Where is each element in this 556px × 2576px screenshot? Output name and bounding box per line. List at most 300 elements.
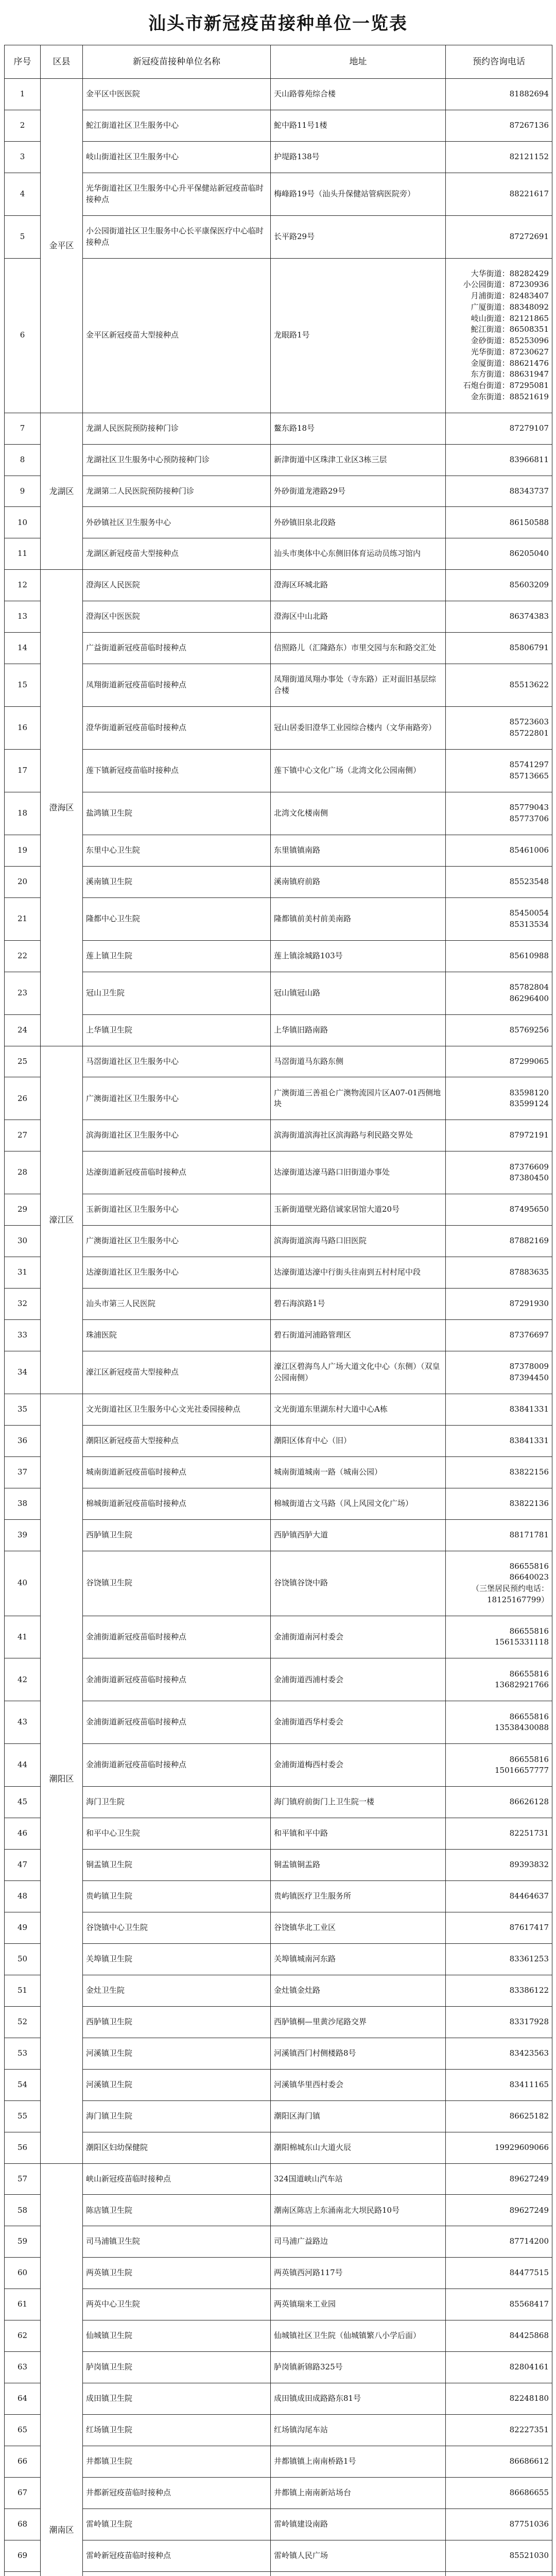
site-name-cell: 棉城街道新冠疫苗临时接种点 bbox=[83, 1488, 271, 1519]
row-index: 11 bbox=[5, 538, 41, 570]
address-cell: 和平镇和平中路 bbox=[271, 1818, 446, 1850]
row-index: 3 bbox=[5, 141, 41, 173]
address-cell: 马滘街道马东路东侧 bbox=[271, 1046, 446, 1077]
table-row bbox=[5, 2509, 552, 2540]
table-row bbox=[5, 173, 552, 215]
phone-line: 86655816 bbox=[509, 1626, 549, 1636]
table-row bbox=[5, 707, 552, 750]
table-row bbox=[5, 1226, 552, 1257]
phone-cell bbox=[446, 633, 552, 664]
address-cell: 两英镇瑞来工业园 bbox=[271, 2289, 446, 2320]
row-index: 35 bbox=[5, 1394, 41, 1425]
phone-line: 83411165 bbox=[509, 2079, 549, 2089]
header-phone: 预约咨询电话 bbox=[446, 45, 552, 79]
table-row bbox=[5, 215, 552, 258]
phone-cell bbox=[446, 601, 552, 633]
address-cell: 外砂街道龙港路29号 bbox=[271, 476, 446, 507]
phone-cell bbox=[446, 2069, 552, 2100]
row-index: 34 bbox=[5, 1351, 41, 1394]
phone-line: 86296400 bbox=[509, 993, 549, 1003]
phone-line: 87972191 bbox=[509, 1130, 549, 1140]
address-cell: 上华镇旧路南路 bbox=[271, 1014, 446, 1046]
address-cell: 新津街道中区珠津工业区3栋三层 bbox=[271, 444, 446, 476]
table-row bbox=[5, 258, 552, 413]
row-index: 64 bbox=[5, 2383, 41, 2415]
site-name-cell: 金浦街道新冠疫苗临时接种点 bbox=[83, 1616, 271, 1658]
row-index: 39 bbox=[5, 1519, 41, 1551]
phone-line: 86655816 bbox=[509, 1669, 549, 1679]
site-name-cell: 澄华街道新冠疫苗临时接种点 bbox=[83, 707, 271, 750]
site-name-cell: 成田镇卫生院 bbox=[83, 2383, 271, 2415]
phone-line: 88221617 bbox=[509, 189, 549, 198]
address-cell: 海门镇府前街门上卫生院一楼 bbox=[271, 1787, 446, 1818]
site-name-cell: 隆都中心卫生院 bbox=[83, 897, 271, 940]
address-cell: 汕头市奥体中心东侧旧体育运动员练习馆内 bbox=[271, 538, 446, 570]
site-name-cell: 西胪镇卫生院 bbox=[83, 2006, 271, 2038]
address-cell: 潮阳区体育中心（旧） bbox=[271, 1425, 446, 1456]
row-index: 63 bbox=[5, 2352, 41, 2383]
phone-line: 鮀江街道：86508351 bbox=[471, 325, 549, 334]
phone-line: 84425868 bbox=[509, 2331, 549, 2341]
phone-line: 87279107 bbox=[509, 423, 549, 433]
row-index: 61 bbox=[5, 2289, 41, 2320]
phone-line: 86150588 bbox=[509, 517, 549, 527]
district-cell: 澄海区 bbox=[41, 570, 83, 1046]
row-index: 25 bbox=[5, 1046, 41, 1077]
phone-line: 83361253 bbox=[509, 1954, 549, 1964]
phone-cell bbox=[446, 1943, 552, 1975]
table-row bbox=[5, 1658, 552, 1701]
address-cell: 井都镇上南南新站场台 bbox=[271, 2477, 446, 2509]
address-cell: 金浦街道西华村委会 bbox=[271, 1701, 446, 1744]
phone-line: 86686612 bbox=[509, 2456, 549, 2466]
phone-line: 83598120 bbox=[509, 1088, 549, 1097]
phone-line: 87714200 bbox=[509, 2236, 549, 2246]
row-index: 7 bbox=[5, 413, 41, 444]
phone-line: 82804161 bbox=[509, 2362, 549, 2372]
table-row bbox=[5, 2006, 552, 2038]
site-name-cell: 冠山卫生院 bbox=[83, 972, 271, 1014]
row-index: 67 bbox=[5, 2477, 41, 2509]
address-cell: 濠江区碧海鸟人广场大道文化中心（东侧）（双皇公园南侧） bbox=[271, 1351, 446, 1394]
phone-line: 85523548 bbox=[509, 876, 549, 886]
address-cell: 红场镇沟尾车站 bbox=[271, 2415, 446, 2446]
address-cell: 凤翔街道凤翔办事处（寺东路）正对面旧基层综合楼 bbox=[271, 664, 446, 707]
table-row bbox=[5, 792, 552, 835]
row-index: 50 bbox=[5, 1943, 41, 1975]
address-cell bbox=[271, 2571, 446, 2576]
phone-line: 金东街道：88521619 bbox=[471, 392, 549, 401]
phone-cell bbox=[446, 1425, 552, 1456]
row-index: 48 bbox=[5, 1881, 41, 1912]
phone-cell bbox=[446, 2415, 552, 2446]
site-name-cell: 峡山新冠疫苗临时接种点 bbox=[83, 2163, 271, 2195]
site-name-cell: 红场镇卫生院 bbox=[83, 2415, 271, 2446]
site-name-cell: 雷岭新冠疫苗临时接种点 bbox=[83, 2540, 271, 2571]
address-cell: 潮阳区海门镇 bbox=[271, 2100, 446, 2132]
address-cell: 外砂镇旧泉北段路 bbox=[271, 507, 446, 538]
row-index: 26 bbox=[5, 1077, 41, 1120]
table-header-row bbox=[5, 45, 552, 79]
site-name-cell: 城南街道新冠疫苗临时接种点 bbox=[83, 1456, 271, 1488]
phone-line: 85806791 bbox=[509, 643, 549, 653]
address-cell: 城南街道城南一路（城南公园） bbox=[271, 1456, 446, 1488]
phone-line: 大华街道：88282429 bbox=[471, 268, 549, 278]
table-row bbox=[5, 476, 552, 507]
phone-cell bbox=[446, 1456, 552, 1488]
phone-line: 85513622 bbox=[509, 680, 549, 690]
phone-cell bbox=[446, 1226, 552, 1257]
site-name-cell: 玉新街道社区卫生服务中心 bbox=[83, 1194, 271, 1226]
row-index: 53 bbox=[5, 2038, 41, 2069]
phone-cell bbox=[446, 835, 552, 866]
phone-line: 86625182 bbox=[509, 2111, 549, 2121]
phone-cell bbox=[446, 1818, 552, 1850]
table-row bbox=[5, 1551, 552, 1616]
phone-line: 81882694 bbox=[509, 89, 549, 99]
phone-cell bbox=[446, 476, 552, 507]
table-row bbox=[5, 2258, 552, 2289]
phone-line: 15615331118 bbox=[495, 1637, 549, 1647]
table-row bbox=[5, 633, 552, 664]
row-index: 66 bbox=[5, 2446, 41, 2477]
phone-line: 85779043 bbox=[509, 803, 549, 812]
site-name-cell: 莲上镇卫生院 bbox=[83, 940, 271, 972]
phone-cell bbox=[446, 507, 552, 538]
site-name-cell: 金灶卫生院 bbox=[83, 1975, 271, 2006]
header-address: 地址 bbox=[271, 45, 446, 79]
phone-line: 83386122 bbox=[509, 1985, 549, 1995]
address-cell: 金灶镇金灶路 bbox=[271, 1975, 446, 2006]
site-name-cell: 龙湖人民医院预防接种门诊 bbox=[83, 413, 271, 444]
address-cell: 护堤路138号 bbox=[271, 141, 446, 173]
phone-line: 85568417 bbox=[509, 2299, 549, 2309]
phone-line: 83423563 bbox=[509, 2048, 549, 2058]
phone-line: 岐山街道：82121865 bbox=[471, 313, 549, 323]
address-cell: 天山路蓉苑综合楼 bbox=[271, 79, 446, 110]
row-index: 44 bbox=[5, 1744, 41, 1787]
phone-line: 广厦街道：88348092 bbox=[471, 302, 549, 312]
phone-line: 86626128 bbox=[509, 1797, 549, 1807]
site-name-cell: 海门卫生院 bbox=[83, 1787, 271, 1818]
site-name-cell: 外砂镇社区卫生服务中心 bbox=[83, 507, 271, 538]
phone-line: 82121152 bbox=[509, 151, 549, 161]
address-cell: 龙眼路1号 bbox=[271, 258, 446, 413]
phone-cell bbox=[446, 1912, 552, 1944]
phone-line: 15016657777 bbox=[495, 1766, 549, 1775]
phone-cell bbox=[446, 940, 552, 972]
address-cell: 文光街道东里湖东村大道中心A栋 bbox=[271, 1394, 446, 1425]
table-row bbox=[5, 866, 552, 897]
row-index: 15 bbox=[5, 664, 41, 707]
phone-line: 83841331 bbox=[509, 1435, 549, 1445]
site-name-cell: 小公园街道社区卫生服务中心长平康保医疗中心临时接种点 bbox=[83, 215, 271, 258]
site-name-cell: 海门镇卫生院 bbox=[83, 2100, 271, 2132]
row-index: 40 bbox=[5, 1551, 41, 1616]
table-row bbox=[5, 2540, 552, 2571]
phone-line: 87272691 bbox=[509, 231, 549, 241]
address-cell: 关埠镇城南河东路 bbox=[271, 1943, 446, 1975]
phone-line: 86374383 bbox=[509, 612, 549, 621]
row-index: 2 bbox=[5, 110, 41, 141]
site-name-cell: 潮阳区新冠疫苗大型接种点 bbox=[83, 1425, 271, 1456]
row-index: 17 bbox=[5, 750, 41, 792]
table-row bbox=[5, 1351, 552, 1394]
site-name-cell: 上华镇卫生院 bbox=[83, 1014, 271, 1046]
phone-line: 86640023 bbox=[509, 1572, 549, 1582]
address-cell: 河溪镇华里西村委会 bbox=[271, 2069, 446, 2100]
table-row bbox=[5, 2132, 552, 2163]
phone-line: 87291930 bbox=[509, 1299, 549, 1309]
table-row bbox=[5, 1787, 552, 1818]
phone-cell bbox=[446, 1616, 552, 1658]
phone-cell bbox=[446, 1850, 552, 1881]
site-name-cell: 两英镇卫生院 bbox=[83, 2258, 271, 2289]
address-cell: 潮阳棉城东山大道火辰 bbox=[271, 2132, 446, 2163]
address-cell: 胪岗镇新锦路325号 bbox=[271, 2352, 446, 2383]
site-name-cell: 濠江区新冠疫苗大型接种点 bbox=[83, 1351, 271, 1394]
phone-line: 85461006 bbox=[509, 845, 549, 855]
phone-line: 84477515 bbox=[509, 2268, 549, 2278]
header-site-name: 新冠疫苗接种单位名称 bbox=[83, 45, 271, 79]
row-index bbox=[5, 2571, 41, 2576]
phone-cell bbox=[446, 664, 552, 707]
row-index: 59 bbox=[5, 2226, 41, 2258]
site-name-cell: 谷饶镇中心卫生院 bbox=[83, 1912, 271, 1944]
site-name-cell: 胪岗镇卫生院 bbox=[83, 2352, 271, 2383]
phone-line: 金砂街道：85253096 bbox=[471, 336, 549, 346]
document-title: 汕头市新冠疫苗接种单位一览表 bbox=[148, 13, 408, 34]
address-cell: 滨海街道滨海社区滨海路与利民路交界处 bbox=[271, 1120, 446, 1151]
phone-line: 19929609066 bbox=[495, 2142, 549, 2152]
address-cell: 雷岭镇建设南路 bbox=[271, 2509, 446, 2540]
vaccination-sites-table bbox=[4, 45, 552, 2576]
table-row bbox=[5, 1818, 552, 1850]
address-cell: 两英镇西河路117号 bbox=[271, 2258, 446, 2289]
row-index: 21 bbox=[5, 897, 41, 940]
site-name-cell: 马滘街道社区卫生服务中心 bbox=[83, 1046, 271, 1077]
address-cell: 司马浦广益路边 bbox=[271, 2226, 446, 2258]
address-cell: 井都镇镇上南南桥路1号 bbox=[271, 2446, 446, 2477]
phone-line: 82227351 bbox=[509, 2425, 549, 2435]
table-row bbox=[5, 1488, 552, 1519]
row-index: 65 bbox=[5, 2415, 41, 2446]
address-cell: 成田镇成田成路路东81号 bbox=[271, 2383, 446, 2415]
phone-line: 石炮台街道：87295081 bbox=[463, 381, 549, 391]
phone-cell bbox=[446, 1289, 552, 1320]
address-cell: 雷岭镇人民广场 bbox=[271, 2540, 446, 2571]
phone-line: 87495650 bbox=[509, 1205, 549, 1214]
phone-cell bbox=[446, 215, 552, 258]
site-name-cell: 贵屿镇卫生院 bbox=[83, 1881, 271, 1912]
phone-line: 85741297 bbox=[509, 760, 549, 770]
site-name-cell: 溪南镇卫生院 bbox=[83, 866, 271, 897]
phone-line: 87376609 bbox=[509, 1162, 549, 1172]
table-row bbox=[5, 1881, 552, 1912]
phone-cell bbox=[446, 258, 552, 413]
row-index: 54 bbox=[5, 2069, 41, 2100]
table-row bbox=[5, 2069, 552, 2100]
table-row bbox=[5, 1744, 552, 1787]
phone-line: 83822136 bbox=[509, 1498, 549, 1508]
district-cell: 龙湖区 bbox=[41, 413, 83, 570]
table-row bbox=[5, 750, 552, 792]
phone-cell bbox=[446, 1975, 552, 2006]
table-row bbox=[5, 444, 552, 476]
site-name-cell: 西胪镇卫生院 bbox=[83, 1519, 271, 1551]
phone-line: 87380450 bbox=[509, 1173, 549, 1183]
site-name-cell: 龙湖第二人民医院预防接种门诊 bbox=[83, 476, 271, 507]
phone-line: 小公园街道：87230936 bbox=[463, 280, 549, 290]
table-row bbox=[5, 1320, 552, 1351]
address-cell: 莲上镇涂城路103号 bbox=[271, 940, 446, 972]
site-name-cell: 关埠镇卫生院 bbox=[83, 1943, 271, 1975]
header-index: 序号 bbox=[5, 45, 41, 79]
phone-line: 83317928 bbox=[509, 2016, 549, 2026]
phone-cell bbox=[446, 866, 552, 897]
phone-line: 82251731 bbox=[509, 1828, 549, 1838]
site-name-cell: 两英中心卫生院 bbox=[83, 2289, 271, 2320]
table-row bbox=[5, 1394, 552, 1425]
phone-line: 85610988 bbox=[509, 951, 549, 960]
site-name-cell: 河溪镇卫生院 bbox=[83, 2069, 271, 2100]
phone-line: 82248180 bbox=[509, 2394, 549, 2403]
address-cell: 冠山居委旧澄华工业园综合楼内（文华南路旁） bbox=[271, 707, 446, 750]
table-row bbox=[5, 1701, 552, 1744]
site-name-cell: 金平区新冠疫苗大型接种点 bbox=[83, 258, 271, 413]
phone-line: 光华街道：87230627 bbox=[471, 347, 549, 357]
phone-cell bbox=[446, 413, 552, 444]
table-row bbox=[5, 1194, 552, 1226]
site-name-cell: 陈店镇卫生院 bbox=[83, 2195, 271, 2226]
phone-cell bbox=[446, 1519, 552, 1551]
row-index: 19 bbox=[5, 835, 41, 866]
table-row bbox=[5, 507, 552, 538]
site-name-cell: 井都镇卫生院 bbox=[83, 2446, 271, 2477]
phone-cell bbox=[446, 1881, 552, 1912]
site-name-cell: 雷岭镇卫生院 bbox=[83, 2509, 271, 2540]
table-row bbox=[5, 2038, 552, 2069]
phone-line: 月浦街道：82483407 bbox=[471, 291, 549, 301]
phone-cell bbox=[446, 1320, 552, 1351]
table-row bbox=[5, 1616, 552, 1658]
table-row bbox=[5, 1120, 552, 1151]
address-cell: 达濠街道达濠马路口旧街道办事处 bbox=[271, 1151, 446, 1194]
phone-line: 83822156 bbox=[509, 1467, 549, 1477]
site-name-cell: 光华街道社区卫生服务中心升平保健站新冠疫苗临时接种点 bbox=[83, 173, 271, 215]
phone-cell bbox=[446, 897, 552, 940]
phone-cell bbox=[446, 570, 552, 601]
site-name-cell: 澄海区人民医院 bbox=[83, 570, 271, 601]
phone-cell bbox=[446, 1351, 552, 1394]
phone-cell bbox=[446, 2446, 552, 2477]
address-cell: 金浦街道南河村委会 bbox=[271, 1616, 446, 1658]
table-row bbox=[5, 2289, 552, 2320]
row-index: 57 bbox=[5, 2163, 41, 2195]
site-name-cell: 澄海区中医医院 bbox=[83, 601, 271, 633]
site-name-cell: 金浦街道新冠疫苗临时接种点 bbox=[83, 1701, 271, 1744]
phone-cell bbox=[446, 141, 552, 173]
phone-line: 84464637 bbox=[509, 1891, 549, 1901]
row-index: 68 bbox=[5, 2509, 41, 2540]
phone-cell bbox=[446, 1194, 552, 1226]
phone-line: 88171781 bbox=[509, 1530, 549, 1539]
phone-line: （三堡居民预约电话：18125167799） bbox=[471, 1584, 549, 1604]
row-index: 12 bbox=[5, 570, 41, 601]
phone-cell bbox=[446, 2540, 552, 2571]
site-name-cell: 龙湖社区卫生服务中心预防接种门诊 bbox=[83, 444, 271, 476]
table-row bbox=[5, 664, 552, 707]
address-cell: 广澳街道三善祖仑广澳物流园片区A07-01西侧地块 bbox=[271, 1077, 446, 1120]
address-cell: 谷饶镇谷饶中路 bbox=[271, 1551, 446, 1616]
row-index: 30 bbox=[5, 1226, 41, 1257]
site-name-cell: 莲下镇新冠疫苗临时接种点 bbox=[83, 750, 271, 792]
table-row bbox=[5, 1046, 552, 1077]
phone-cell bbox=[446, 792, 552, 835]
row-index: 69 bbox=[5, 2540, 41, 2571]
address-cell: 澄海区中山北路 bbox=[271, 601, 446, 633]
address-cell: 324国道峡山汽车站 bbox=[271, 2163, 446, 2195]
phone-cell bbox=[446, 2195, 552, 2226]
address-cell: 澄海区环城北路 bbox=[271, 570, 446, 601]
row-index: 60 bbox=[5, 2258, 41, 2289]
table-row bbox=[5, 141, 552, 173]
row-index: 46 bbox=[5, 1818, 41, 1850]
table-row bbox=[5, 2477, 552, 2509]
address-cell: 金浦街道梅西村委会 bbox=[271, 1744, 446, 1787]
row-index: 31 bbox=[5, 1257, 41, 1289]
row-index: 32 bbox=[5, 1289, 41, 1320]
address-cell: 碧石海滨路1号 bbox=[271, 1289, 446, 1320]
table-row bbox=[5, 2226, 552, 2258]
phone-line: 89627249 bbox=[509, 2205, 549, 2215]
row-index: 14 bbox=[5, 633, 41, 664]
row-index: 9 bbox=[5, 476, 41, 507]
site-name-cell: 达濠街道新冠疫苗临时接种点 bbox=[83, 1151, 271, 1194]
phone-line: 13538430088 bbox=[495, 1723, 549, 1733]
phone-line: 东方街道：88631947 bbox=[471, 369, 549, 379]
phone-cell bbox=[446, 1257, 552, 1289]
row-index: 33 bbox=[5, 1320, 41, 1351]
row-index: 8 bbox=[5, 444, 41, 476]
row-index: 23 bbox=[5, 972, 41, 1014]
phone-cell bbox=[446, 110, 552, 141]
table-row bbox=[5, 1077, 552, 1120]
phone-cell bbox=[446, 1014, 552, 1046]
phone-line: 87883635 bbox=[509, 1267, 549, 1277]
phone-line: 87299065 bbox=[509, 1056, 549, 1066]
phone-line: 85782804 bbox=[509, 982, 549, 992]
site-name-cell: 广澳街道社区卫生服务中心 bbox=[83, 1077, 271, 1120]
phone-cell bbox=[446, 2383, 552, 2415]
site-name-cell: 金浦街道新冠疫苗临时接种点 bbox=[83, 1658, 271, 1701]
table-row bbox=[5, 1456, 552, 1488]
phone-line: 87617417 bbox=[509, 1923, 549, 1933]
address-cell: 冠山镇冠山路 bbox=[271, 972, 446, 1014]
phone-cell bbox=[446, 1046, 552, 1077]
table-row bbox=[5, 570, 552, 601]
table-row bbox=[5, 601, 552, 633]
phone-cell bbox=[446, 2100, 552, 2132]
phone-line: 85773706 bbox=[509, 814, 549, 823]
site-name-cell: 潮阳区妇幼保健院 bbox=[83, 2132, 271, 2163]
table-row bbox=[5, 79, 552, 110]
phone-line: 金厦街道：88621476 bbox=[471, 358, 549, 368]
phone-cell bbox=[446, 2038, 552, 2069]
address-cell: 北湾文化楼南侧 bbox=[271, 792, 446, 835]
phone-cell bbox=[446, 2226, 552, 2258]
site-name-cell: 河溪镇卫生院 bbox=[83, 2038, 271, 2069]
